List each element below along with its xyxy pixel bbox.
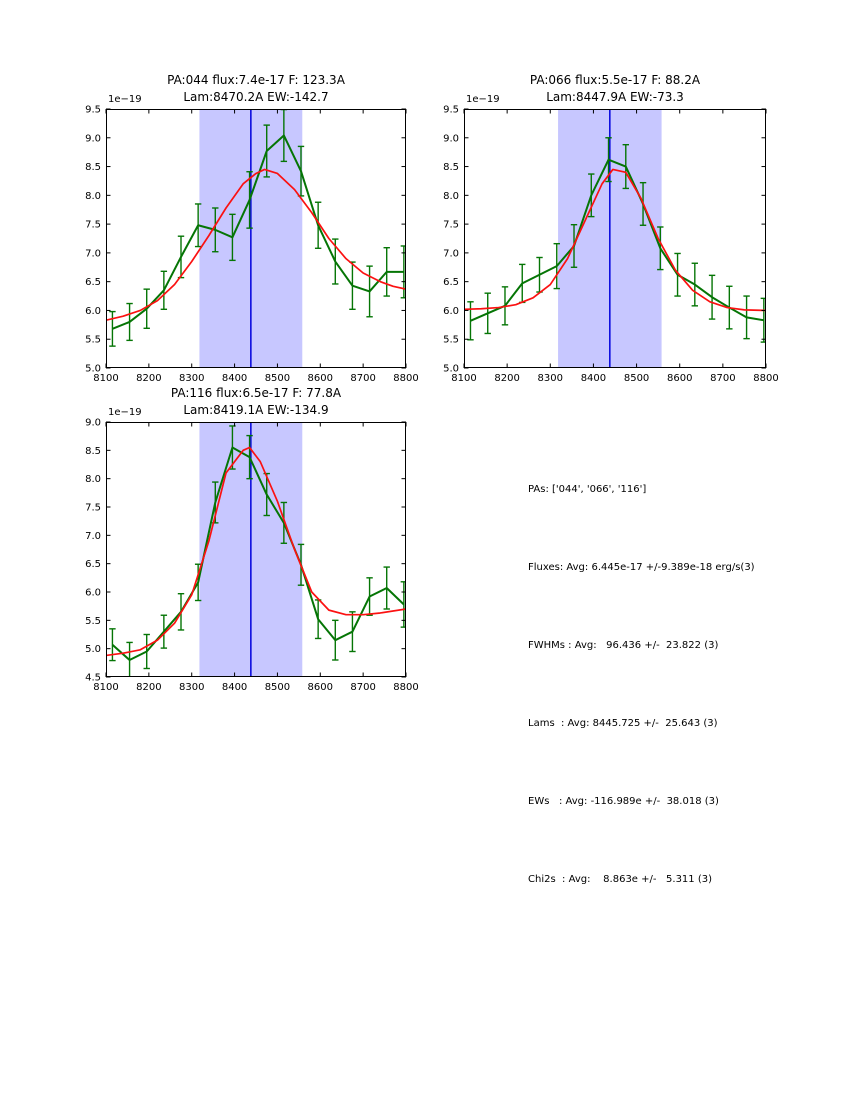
y-tick-label: 9.0	[443, 133, 459, 145]
x-tick-label: 8600	[666, 373, 693, 384]
y-tick-label: 8.0	[443, 190, 459, 202]
y-tick-label: 6.5	[443, 277, 459, 289]
y-tick-label: 8.0	[85, 190, 101, 202]
y-tick-label: 5.0	[85, 644, 101, 656]
y-tick-label: 8.5	[85, 445, 101, 457]
spectrum-plot-pa066	[443, 104, 779, 384]
spectrum-plot-pa044	[85, 104, 419, 384]
y-tick-label: 7.0	[85, 248, 101, 260]
summary-line-ews: EWs : Avg: -116.989e +/- 38.018 (3)	[528, 796, 719, 807]
y-tick-label: 5.5	[85, 615, 101, 627]
x-tick-label: 8800	[753, 373, 779, 384]
x-tick-label: 8500	[264, 373, 291, 384]
plot-title-line1: PA:066 flux:5.5e-17 F: 88.2A	[529, 73, 701, 87]
plot-title-pa044	[106, 72, 406, 106]
y-tick-label: 7.0	[443, 248, 459, 260]
plot-svg	[443, 104, 779, 384]
y-tick-label: 6.5	[85, 277, 101, 289]
spectrum-plot-pa116	[85, 417, 419, 693]
x-tick-label: 8100	[451, 373, 477, 384]
y-tick-label: 9.5	[85, 104, 101, 116]
x-tick-label: 8500	[623, 373, 650, 384]
y-tick-label: 6.0	[85, 305, 101, 317]
x-tick-label: 8600	[307, 373, 334, 384]
plot-title-pa066	[464, 72, 766, 106]
plot-title-line1: PA:116 flux:6.5e-17 F: 77.8A	[170, 386, 342, 400]
y-tick-label: 5.5	[85, 334, 101, 346]
x-tick-label: 8700	[710, 373, 736, 384]
x-tick-label: 8300	[178, 682, 205, 693]
y-tick-label: 6.0	[85, 587, 101, 599]
y-tick-label: 5.0	[85, 363, 101, 375]
plot-title-line2: Lam:8470.2A EW:-142.7	[183, 90, 329, 104]
y-tick-label: 8.0	[85, 474, 101, 486]
plot-svg	[85, 104, 419, 384]
plot-title-line1: PA:044 flux:7.4e-17 F: 123.3A	[167, 73, 345, 87]
x-tick-label: 8200	[136, 682, 162, 693]
x-tick-label: 8400	[221, 682, 248, 693]
summary-line-fwhms: FWHMs : Avg: 96.436 +/- 23.822 (3)	[528, 640, 719, 651]
y-tick-label: 7.0	[85, 530, 101, 542]
y-axis-offset-label: 1e−19	[108, 94, 142, 105]
x-tick-label: 8400	[221, 373, 248, 384]
x-tick-label: 8400	[580, 373, 607, 384]
y-axis-offset-label: 1e−19	[466, 94, 500, 105]
y-axis-offset-label: 1e−19	[108, 407, 142, 418]
x-tick-label: 8800	[393, 373, 419, 384]
y-tick-label: 6.5	[85, 559, 101, 571]
y-tick-label: 6.0	[443, 305, 459, 317]
x-tick-label: 8700	[350, 682, 376, 693]
y-tick-label: 8.5	[443, 162, 459, 174]
x-tick-label: 8200	[494, 373, 520, 384]
x-tick-label: 8100	[93, 682, 119, 693]
x-tick-label: 8200	[136, 373, 162, 384]
y-tick-label: 8.5	[85, 162, 101, 174]
y-tick-label: 7.5	[443, 219, 459, 231]
summary-line-pas: PAs: ['044', '066', '116']	[528, 484, 647, 495]
summary-line-chi2s: Chi2s : Avg: 8.863e +/- 5.311 (3)	[528, 874, 713, 885]
y-tick-label: 4.5	[85, 672, 101, 684]
plot-svg	[85, 417, 419, 693]
y-tick-label: 9.0	[85, 417, 101, 429]
x-tick-label: 8700	[350, 373, 376, 384]
x-tick-label: 8600	[307, 682, 334, 693]
y-tick-label: 5.0	[443, 363, 459, 375]
y-tick-label: 7.5	[85, 219, 101, 231]
x-tick-label: 8300	[178, 373, 205, 384]
y-tick-label: 7.5	[85, 502, 101, 514]
x-tick-label: 8100	[93, 373, 119, 384]
y-tick-label: 9.5	[443, 104, 459, 116]
y-tick-label: 9.0	[85, 133, 101, 145]
summary-stats	[528, 425, 755, 919]
plot-title-line2: Lam:8419.1A EW:-134.9	[183, 403, 329, 417]
summary-line-lams: Lams : Avg: 8445.725 +/- 25.643 (3)	[528, 718, 718, 729]
plot-title-pa116	[106, 385, 406, 419]
x-tick-label: 8800	[393, 682, 419, 693]
y-tick-label: 5.5	[443, 334, 459, 346]
summary-line-fluxes: Fluxes: Avg: 6.445e-17 +/-9.389e-18 erg/s(3)	[528, 562, 755, 573]
plot-title-line2: Lam:8447.9A EW:-73.3	[546, 90, 684, 104]
x-tick-label: 8300	[537, 373, 564, 384]
x-tick-label: 8500	[264, 682, 291, 693]
